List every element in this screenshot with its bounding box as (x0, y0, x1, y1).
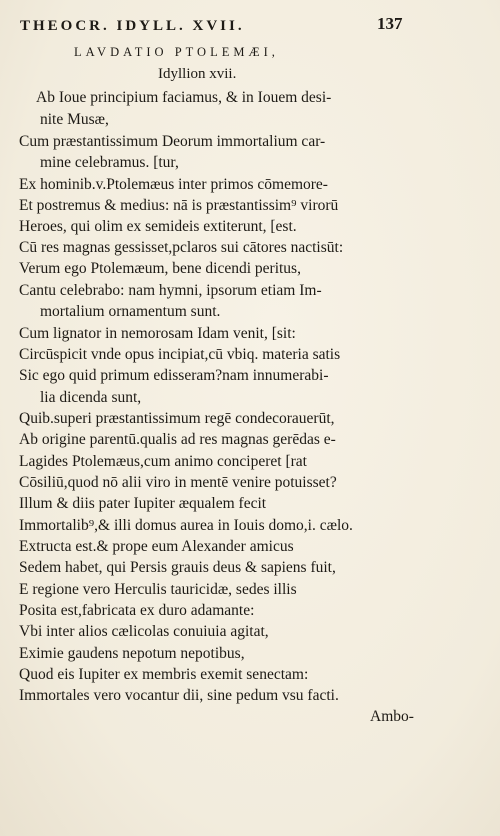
text-line: Immortales vero vocantur dii, sine pedum vsu facti. (19, 687, 339, 704)
text-line: Lagides Ptolemæus,cum animo conciperet [rat (19, 453, 307, 470)
text-line: Cōsiliū,quod nō alii viro in mentē venire potuisset? (19, 474, 337, 491)
text-line: Ex hominib.v.Ptolemæus inter primos cōmemore- (19, 176, 328, 193)
text-line: Et postremus & medius: nā is præstantissim⁹ virorū (19, 197, 339, 214)
text-line: Immortalib⁹,& illi domus aurea in Iouis domo,i. cælo. (19, 517, 353, 534)
text-line: Cum lignator in nemorosam Idam venit, [sit: (19, 325, 296, 342)
page-number: 137 (377, 14, 403, 33)
text-line: Extructa est.& prope eum Alexander amicus (19, 538, 294, 555)
text-line: Cum præstantissimum Deorum immortalium car- (19, 133, 326, 150)
text-line: Ab Ioue principium faciamus, & in Iouem desi- (36, 89, 332, 106)
text-line: nite Musæ, (40, 111, 109, 128)
text-line: Vbi inter alios cælicolas conuiuia agitat, (19, 623, 269, 640)
text-line: E regione vero Herculis tauricidæ, sedes illis (19, 581, 297, 598)
text-line: Quib.superi præstantissimum regē condecorauerūt, (19, 410, 335, 427)
text-line: Circūspicit vnde opus incipiat,cū vbiq. materia satis (19, 346, 341, 363)
text-line: lia dicenda sunt, (40, 389, 142, 406)
text-line: mine celebramus. [tur, (40, 154, 179, 171)
text-line: Quod eis Iupiter ex membris exemit senectam: (19, 666, 309, 683)
text-line: Heroes, qui olim ex semideis extiterunt, [est. (19, 218, 297, 235)
running-head: THEOCR. IDYLL. XVII. (20, 18, 245, 34)
catchword: Ambo- (370, 708, 414, 725)
text-line: Posita est,fabricata ex duro adamante: (19, 602, 255, 619)
text-line: Sic ego quid primum edisseram?nam innumerabi- (19, 367, 329, 384)
text-line: Ab origine parentū.qualis ad res magnas gerēdas e- (19, 431, 336, 448)
text-line: Eximie gaudens nepotum nepotibus, (19, 645, 245, 662)
text-line: Cantu celebrabo: nam hymni, ipsorum etiam Im- (19, 282, 322, 299)
poem-subtitle: LAVDATIO PTOLEMÆI, (74, 45, 279, 59)
text-line: Illum & diis pater Iupiter æqualem fecit (19, 495, 267, 512)
text-line: Sedem habet, qui Persis grauis deus & sapiens fuit, (19, 559, 336, 576)
text-line: mortalium ornamentum sunt. (40, 303, 221, 320)
idyllion-heading: Idyllion xvii. (158, 66, 237, 82)
text-line: Verum ego Ptolemæum, bene dicendi peritus, (19, 260, 301, 277)
text-line: Cū res magnas gessisset,pclaros sui cātores nactisūt: (19, 239, 344, 256)
